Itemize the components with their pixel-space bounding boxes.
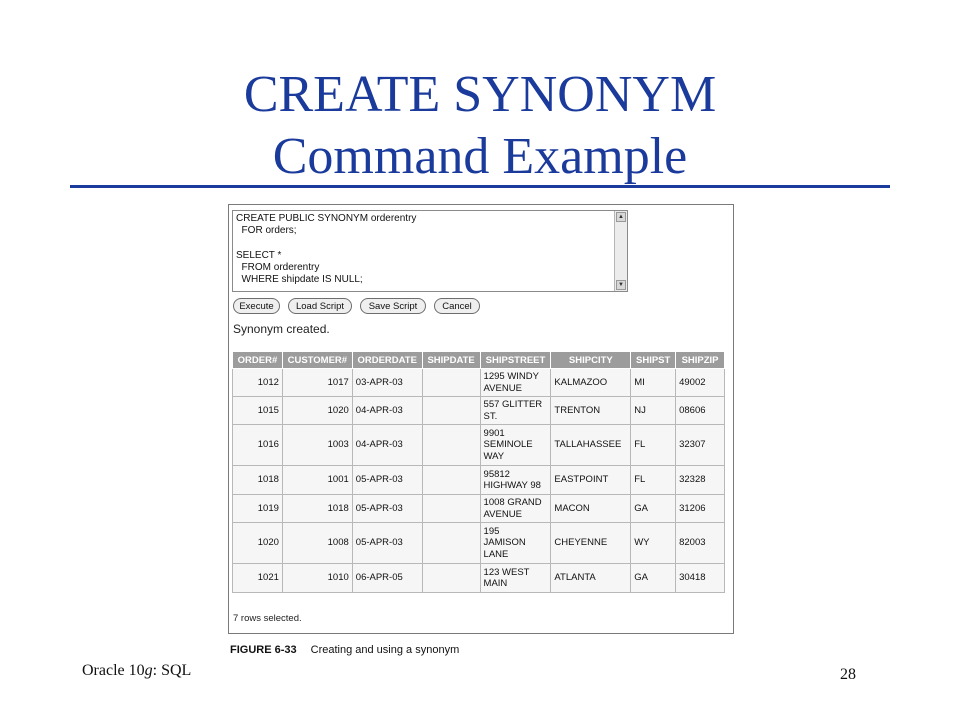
table-cell: 1021: [233, 564, 283, 593]
table-cell: WY: [631, 523, 676, 564]
table-row: [233, 495, 725, 523]
rows-selected-text: 7 rows selected.: [233, 613, 302, 624]
slide-title-line1: CREATE SYNONYM: [243, 66, 717, 123]
sql-editor[interactable]: [232, 210, 628, 292]
table-cell: 1295 WINDY AVENUE: [480, 369, 551, 397]
table-row: [233, 564, 725, 593]
column-header: SHIPDATE: [422, 352, 480, 369]
table-cell: 1001: [282, 466, 352, 495]
table-cell: 32307: [676, 425, 725, 466]
table-cell: 1008 GRAND AVENUE: [480, 495, 551, 523]
title-underline: [70, 185, 890, 188]
figure-label: FIGURE 6-33: [230, 644, 297, 656]
column-header: CUSTOMER#: [282, 352, 352, 369]
footer-course-italic: g: [144, 662, 153, 679]
table-cell: 1012: [233, 369, 283, 397]
table-row: [233, 425, 725, 466]
scroll-down-arrow-icon[interactable]: ▼: [616, 280, 626, 290]
table-cell: 82003: [676, 523, 725, 564]
status-message: Synonym created.: [233, 322, 330, 336]
table-cell: 30418: [676, 564, 725, 593]
table-cell: 195 JAMISON LANE: [480, 523, 551, 564]
table-cell: 06-APR-05: [352, 564, 422, 593]
table-row: [233, 369, 725, 397]
table-cell: MI: [631, 369, 676, 397]
table-cell: GA: [631, 495, 676, 523]
load-script-button[interactable]: Load Script: [288, 298, 352, 314]
table-cell: 1003: [282, 425, 352, 466]
table-cell: 32328: [676, 466, 725, 495]
table-cell: 1010: [282, 564, 352, 593]
figure-caption-text: Creating and using a synonym: [310, 644, 460, 656]
table-cell: FL: [631, 425, 676, 466]
table-cell: 1020: [282, 397, 352, 425]
table-cell: [422, 564, 480, 593]
table-cell: ATLANTA: [551, 564, 631, 593]
table-row: [233, 466, 725, 495]
table-cell: [422, 523, 480, 564]
table-cell: 04-APR-03: [352, 397, 422, 425]
table-cell: 05-APR-03: [352, 466, 422, 495]
table-cell: 9901 SEMINOLE WAY: [480, 425, 551, 466]
table-cell: [422, 495, 480, 523]
table-cell: 1019: [233, 495, 283, 523]
table-cell: TALLAHASSEE: [551, 425, 631, 466]
table-cell: [422, 397, 480, 425]
column-header: SHIPST: [631, 352, 676, 369]
table-cell: 1015: [233, 397, 283, 425]
table-cell: 1017: [282, 369, 352, 397]
table-cell: 05-APR-03: [352, 495, 422, 523]
table-cell: KALMAZOO: [551, 369, 631, 397]
footer-course-prefix: Oracle 10: [82, 662, 145, 679]
table-cell: 123 WEST MAIN: [480, 564, 551, 593]
table-cell: GA: [631, 564, 676, 593]
save-script-button[interactable]: Save Script: [360, 298, 426, 314]
table-cell: 1020: [233, 523, 283, 564]
execute-button[interactable]: Execute: [233, 298, 280, 314]
column-header: SHIPCITY: [551, 352, 631, 369]
table-cell: 1018: [233, 466, 283, 495]
scroll-up-arrow-icon[interactable]: ▲: [616, 212, 626, 222]
sql-editor-text[interactable]: CREATE PUBLIC SYNONYM orderentry FOR orders; SELECT * FROM orderentry WHERE shipdate IS NULL;: [236, 213, 417, 286]
table-cell: 31206: [676, 495, 725, 523]
slide-title-line2: Command Example: [272, 128, 688, 185]
column-header: SHIPSTREET: [480, 352, 551, 369]
figure-caption: [230, 644, 459, 656]
table-cell: 04-APR-03: [352, 425, 422, 466]
table-cell: EASTPOINT: [551, 466, 631, 495]
table-cell: 03-APR-03: [352, 369, 422, 397]
table-cell: MACON: [551, 495, 631, 523]
results-table: [232, 351, 725, 593]
editor-vertical-scrollbar[interactable]: [614, 211, 627, 291]
table-cell: 95812 HIGHWAY 98: [480, 466, 551, 495]
table-header-row: [233, 352, 725, 369]
footer-course-suffix: : SQL: [152, 662, 192, 679]
table-cell: 1008: [282, 523, 352, 564]
column-header: ORDER#: [233, 352, 283, 369]
column-header: SHIPZIP: [676, 352, 725, 369]
table-cell: [422, 369, 480, 397]
table-cell: 08606: [676, 397, 725, 425]
table-cell: 557 GLITTER ST.: [480, 397, 551, 425]
footer-course-title: [82, 662, 191, 680]
table-cell: FL: [631, 466, 676, 495]
column-header: ORDERDATE: [352, 352, 422, 369]
cancel-button[interactable]: Cancel: [434, 298, 480, 314]
table-cell: NJ: [631, 397, 676, 425]
table-cell: 1018: [282, 495, 352, 523]
table-cell: 1016: [233, 425, 283, 466]
page-number: 28: [840, 666, 856, 683]
table-cell: 05-APR-03: [352, 523, 422, 564]
table-cell: 49002: [676, 369, 725, 397]
table-cell: [422, 425, 480, 466]
table-cell: CHEYENNE: [551, 523, 631, 564]
table-cell: [422, 466, 480, 495]
table-cell: TRENTON: [551, 397, 631, 425]
table-row: [233, 523, 725, 564]
sql-tool-screenshot: [228, 204, 734, 634]
table-row: [233, 397, 725, 425]
